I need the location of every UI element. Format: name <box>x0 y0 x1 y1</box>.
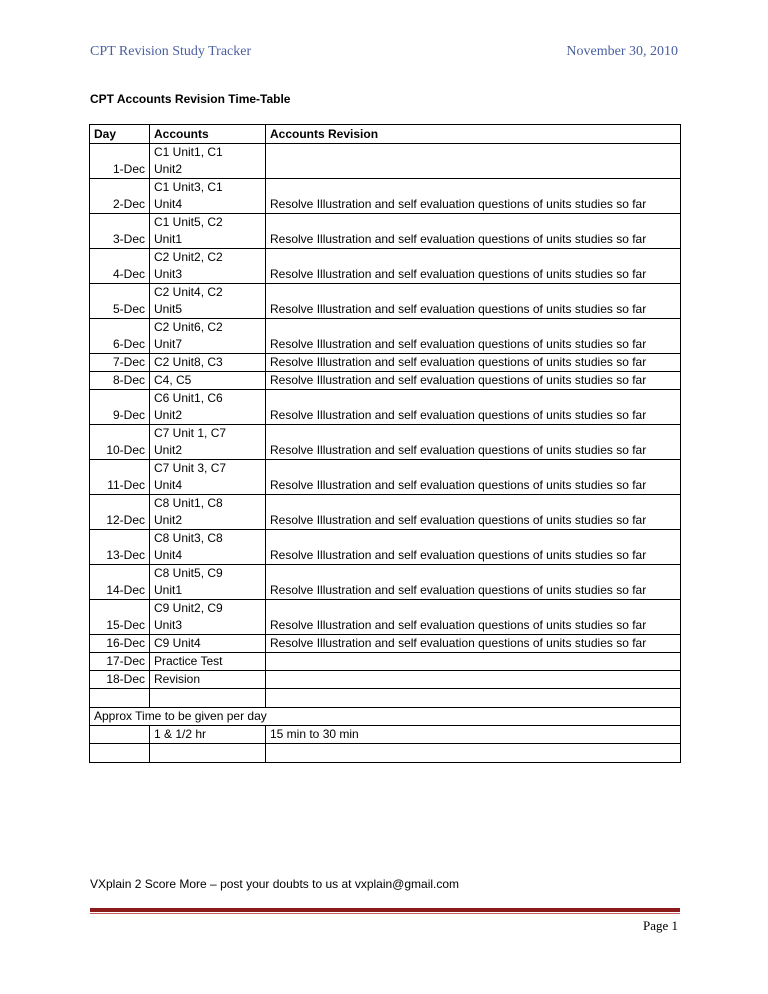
cell-accounts <box>150 671 266 689</box>
accounts-line-2: Revision <box>154 672 201 686</box>
accounts-line-2: Unit3 <box>154 618 183 632</box>
cell-accounts <box>150 214 266 249</box>
document-title: CPT Accounts Revision Time-Table <box>90 92 291 106</box>
accounts-line-1: C8 Unit3, C8 <box>154 531 223 545</box>
accounts-line-2: C9 Unit4 <box>154 636 201 650</box>
page-header <box>90 44 678 64</box>
cell-accounts <box>150 144 266 179</box>
table-row <box>90 635 681 653</box>
cell-day: 15-Dec <box>90 600 150 635</box>
table-row <box>90 495 681 530</box>
table-row <box>90 284 681 319</box>
cell-accounts <box>150 460 266 495</box>
time-label: Approx Time to be given per day <box>90 708 681 726</box>
revision-timetable <box>89 124 681 763</box>
accounts-line-1: C8 Unit1, C8 <box>154 496 223 510</box>
accounts-line-1: C1 Unit3, C1 <box>154 180 223 194</box>
cell-accounts <box>150 319 266 354</box>
table-row <box>90 390 681 425</box>
table-row <box>90 530 681 565</box>
cell-revision: Resolve Illustration and self evaluation questions of units studies so far <box>266 319 681 354</box>
cell-accounts <box>150 565 266 600</box>
table-row <box>90 653 681 671</box>
cell-revision: Resolve Illustration and self evaluation questions of units studies so far <box>266 530 681 565</box>
accounts-line-2: Unit5 <box>154 302 183 316</box>
accounts-line-2: Unit4 <box>154 197 183 211</box>
cell-day: 7-Dec <box>90 354 150 372</box>
accounts-line-1: C2 Unit6, C2 <box>154 320 223 334</box>
cell-empty <box>90 689 150 708</box>
cell-revision: Resolve Illustration and self evaluation questions of units studies so far <box>266 600 681 635</box>
cell-revision: Resolve Illustration and self evaluation questions of units studies so far <box>266 214 681 249</box>
accounts-line-2: Unit2 <box>154 162 183 176</box>
cell-accounts <box>150 354 266 372</box>
cell-day: 5-Dec <box>90 284 150 319</box>
cell-day: 14-Dec <box>90 565 150 600</box>
column-header-accounts: Accounts <box>150 125 266 144</box>
accounts-line-2: Unit7 <box>154 337 183 351</box>
accounts-line-2: Unit2 <box>154 443 183 457</box>
cell-accounts <box>150 372 266 390</box>
table-row <box>90 372 681 390</box>
cell-day: 12-Dec <box>90 495 150 530</box>
cell-accounts <box>150 179 266 214</box>
table-row <box>90 565 681 600</box>
footer-contact: VXplain 2 Score More – post your doubts to us at vxplain@gmail.com <box>90 877 460 891</box>
table-header-row <box>90 125 681 144</box>
accounts-line-2: Unit1 <box>154 583 183 597</box>
cell-revision: Resolve Illustration and self evaluation questions of units studies so far <box>266 390 681 425</box>
cell-day: 6-Dec <box>90 319 150 354</box>
cell-accounts <box>150 530 266 565</box>
cell-empty <box>90 726 150 744</box>
cell-accounts <box>150 600 266 635</box>
table-row <box>90 214 681 249</box>
footer-rule <box>90 908 680 912</box>
accounts-line-1: C7 Unit 1, C7 <box>154 426 227 440</box>
time-accounts: 1 & 1/2 hr <box>150 726 266 744</box>
accounts-line-2: C2 Unit8, C3 <box>154 355 223 369</box>
table-row <box>90 425 681 460</box>
cell-revision: Resolve Illustration and self evaluation questions of units studies so far <box>266 284 681 319</box>
time-label-row <box>90 708 681 726</box>
table-row-empty <box>90 689 681 708</box>
table-row <box>90 460 681 495</box>
cell-day: 18-Dec <box>90 671 150 689</box>
accounts-line-2: Unit4 <box>154 478 183 492</box>
cell-revision: Resolve Illustration and self evaluation questions of units studies so far <box>266 425 681 460</box>
accounts-line-1: C8 Unit5, C9 <box>154 566 223 580</box>
cell-revision: Resolve Illustration and self evaluation questions of units studies so far <box>266 354 681 372</box>
accounts-line-2: Unit2 <box>154 513 183 527</box>
table-row <box>90 671 681 689</box>
table-row <box>90 354 681 372</box>
column-header-revision: Accounts Revision <box>266 125 681 144</box>
accounts-line-2: Practice Test <box>154 654 223 668</box>
cell-day: 10-Dec <box>90 425 150 460</box>
cell-day: 3-Dec <box>90 214 150 249</box>
cell-day: 17-Dec <box>90 653 150 671</box>
cell-empty <box>266 744 681 763</box>
table-row <box>90 249 681 284</box>
cell-day: 1-Dec <box>90 144 150 179</box>
cell-day: 11-Dec <box>90 460 150 495</box>
page-number: Page 1 <box>642 918 678 933</box>
accounts-line-2: Unit2 <box>154 408 183 422</box>
accounts-line-1: C6 Unit1, C6 <box>154 391 223 405</box>
cell-revision: Resolve Illustration and self evaluation questions of units studies so far <box>266 460 681 495</box>
cell-day: 8-Dec <box>90 372 150 390</box>
table-row-empty <box>90 744 681 763</box>
cell-empty <box>150 689 266 708</box>
header-title: CPT Revision Study Tracker <box>90 44 252 59</box>
cell-revision <box>266 144 681 179</box>
cell-day: 16-Dec <box>90 635 150 653</box>
cell-accounts <box>150 653 266 671</box>
accounts-line-2: C4, C5 <box>154 373 192 387</box>
table-row <box>90 600 681 635</box>
cell-revision: Resolve Illustration and self evaluation questions of units studies so far <box>266 179 681 214</box>
cell-accounts <box>150 249 266 284</box>
accounts-line-1: C1 Unit1, C1 <box>154 145 223 159</box>
cell-accounts <box>150 635 266 653</box>
cell-revision <box>266 653 681 671</box>
cell-revision: Resolve Illustration and self evaluation questions of units studies so far <box>266 635 681 653</box>
time-revision: 15 min to 30 min <box>266 726 681 744</box>
cell-day: 2-Dec <box>90 179 150 214</box>
header-date: November 30, 2010 <box>566 44 678 59</box>
accounts-line-2: Unit1 <box>154 232 183 246</box>
accounts-line-1: C9 Unit2, C9 <box>154 601 223 615</box>
cell-empty <box>90 744 150 763</box>
cell-day: 9-Dec <box>90 390 150 425</box>
cell-accounts <box>150 284 266 319</box>
cell-revision: Resolve Illustration and self evaluation questions of units studies so far <box>266 249 681 284</box>
table-row <box>90 179 681 214</box>
accounts-line-2: Unit3 <box>154 267 183 281</box>
table-row <box>90 144 681 179</box>
cell-revision <box>266 671 681 689</box>
column-header-day: Day <box>90 125 150 144</box>
footer-rule-thin <box>90 913 680 914</box>
cell-revision: Resolve Illustration and self evaluation questions of units studies so far <box>266 372 681 390</box>
cell-revision: Resolve Illustration and self evaluation questions of units studies so far <box>266 565 681 600</box>
accounts-line-1: C2 Unit2, C2 <box>154 250 223 264</box>
accounts-line-1: C1 Unit5, C2 <box>154 215 223 229</box>
cell-accounts <box>150 390 266 425</box>
cell-empty <box>150 744 266 763</box>
cell-accounts <box>150 495 266 530</box>
cell-empty <box>266 689 681 708</box>
table-row <box>90 319 681 354</box>
accounts-line-1: C2 Unit4, C2 <box>154 285 223 299</box>
cell-accounts <box>150 425 266 460</box>
cell-day: 13-Dec <box>90 530 150 565</box>
cell-revision: Resolve Illustration and self evaluation questions of units studies so far <box>266 495 681 530</box>
cell-day: 4-Dec <box>90 249 150 284</box>
accounts-line-2: Unit4 <box>154 548 183 562</box>
time-values-row <box>90 726 681 744</box>
accounts-line-1: C7 Unit 3, C7 <box>154 461 227 475</box>
